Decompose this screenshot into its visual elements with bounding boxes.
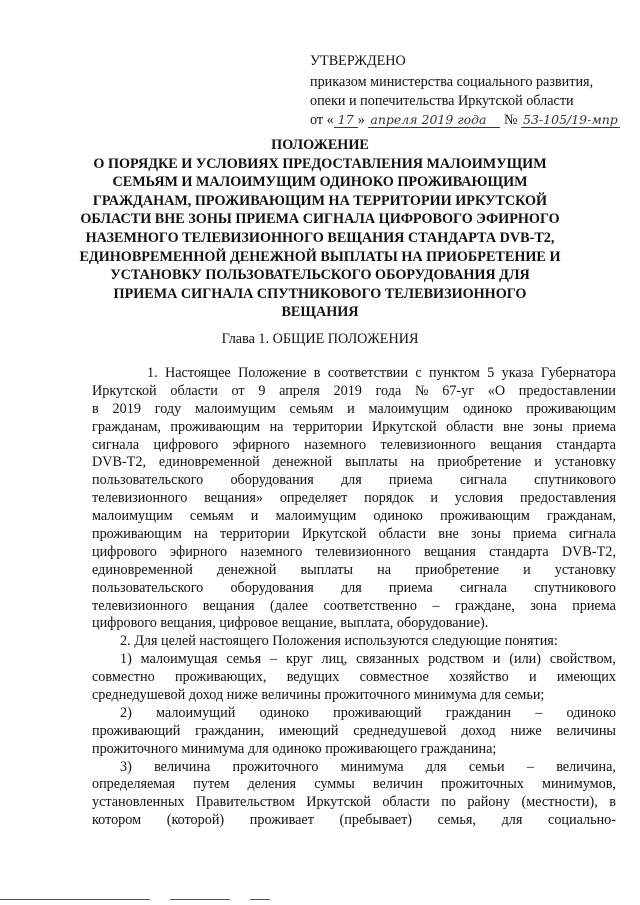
word: имеющих [556, 669, 616, 686]
word: наземного [304, 436, 367, 453]
body-line [92, 562, 616, 580]
word: Иркутской [372, 418, 437, 435]
word: приобретение [415, 561, 500, 578]
word: DVB-T2, [92, 454, 146, 471]
word: семья, [437, 812, 476, 829]
body-line [92, 580, 616, 598]
body-line [92, 705, 616, 723]
word: телевизионного [315, 543, 411, 560]
body-line [92, 526, 616, 544]
word: Настоящее [164, 365, 231, 381]
body-line: прожиточного минимума для одиноко проживающего гражданина; [92, 740, 497, 757]
word: минимума [340, 758, 404, 775]
word: – [535, 704, 543, 721]
word: проживающим [440, 508, 530, 525]
word: года [375, 382, 402, 399]
word: 1. [147, 365, 158, 381]
body-line [92, 472, 616, 490]
word: Иркутской [306, 794, 371, 811]
word: стандарта [556, 436, 616, 453]
word: малоимущим [275, 508, 357, 525]
word: граждане, [454, 597, 515, 614]
word: предоставления [519, 490, 616, 507]
body-line [92, 812, 616, 830]
approval-date-line [310, 111, 630, 130]
word: телевизионного [92, 597, 188, 614]
word: соответственно [323, 597, 417, 614]
word: области [378, 526, 427, 543]
word: гражданам, [547, 508, 616, 525]
word: малоимущий [156, 704, 236, 721]
title-line: ПОЛОЖЕНИЕ [271, 137, 369, 153]
word: проживающим [170, 418, 261, 435]
approval-line-1: приказом министерства социального развития, [310, 74, 594, 90]
word: и [523, 561, 531, 578]
word: «О [487, 382, 506, 399]
title-line: ВЕЩАНИЯ [281, 304, 359, 321]
body-line [92, 490, 616, 508]
body-line [92, 776, 616, 794]
word: сигнала [568, 526, 616, 543]
word: совместно [92, 669, 155, 686]
word: области [382, 794, 430, 811]
word: вещания [424, 543, 476, 560]
word: сигнала [92, 436, 140, 453]
handwritten-number: 53-105/19-мпр [523, 112, 618, 127]
word: для [340, 472, 362, 489]
word: вне [438, 526, 459, 543]
body-line [92, 651, 616, 669]
title-line: ПРИЕМА СИГНАЛА СПУТНИКОВОГО ТЕЛЕВИЗИОННОГО [113, 285, 527, 302]
body-line [92, 544, 616, 562]
body-line [92, 723, 616, 741]
word: выплаты [300, 561, 354, 578]
word: сигнала [459, 579, 507, 596]
word: величины [556, 722, 616, 739]
body-line [92, 401, 616, 419]
word: малоимущим [368, 400, 450, 417]
word: вне [502, 418, 524, 435]
word: 67-уг [442, 382, 475, 399]
word: проживающим [526, 400, 616, 417]
word: приема [388, 472, 433, 489]
word: эфирного [170, 543, 228, 560]
word: прожиточных [440, 776, 524, 793]
word: одиноко [462, 400, 513, 417]
body-line [92, 669, 616, 687]
word: свойством, [549, 651, 616, 668]
word: (или) [509, 651, 541, 668]
word: имеющий [278, 722, 339, 739]
word: семьям [289, 400, 334, 417]
word: и [347, 400, 355, 417]
word: единовременной [158, 454, 260, 471]
word: для [501, 812, 523, 829]
footer-rule [250, 899, 270, 900]
body-line [92, 759, 616, 777]
word: для [425, 758, 447, 775]
word: (далее [270, 597, 309, 614]
word: семьи [468, 758, 505, 775]
word: котором [92, 812, 142, 829]
word: на [269, 418, 284, 435]
word: области [446, 418, 494, 435]
body-line: 2. Для целей настоящего Положения используются следующие понятия: [120, 633, 558, 650]
word: территории [219, 526, 290, 543]
word: сигнала [459, 472, 507, 489]
body-line [92, 598, 616, 616]
word: проживает [249, 812, 314, 829]
word: № [414, 382, 429, 399]
word: от [231, 382, 245, 399]
word: зона [530, 597, 557, 614]
body-line [92, 365, 616, 383]
word: приема [512, 526, 557, 543]
word: спутникового [534, 579, 616, 596]
word: территории [292, 418, 363, 435]
approval-line-2: опеки и попечительства Иркутской области [310, 93, 574, 109]
word: одиноко [259, 704, 309, 721]
word: одиноко [566, 704, 616, 721]
title-line: ГРАЖДАНАМ, ПРОЖИВАЮЩИМ НА ТЕРРИТОРИИ ИРКУТСКОЙ [92, 192, 548, 209]
word: предоставлении [518, 382, 616, 399]
word: деления [247, 776, 297, 793]
word: ниже [510, 722, 542, 739]
approval-stamp [310, 52, 630, 130]
word: в [92, 400, 99, 417]
word: пользовательского [92, 472, 204, 489]
word: цифрового [153, 436, 219, 453]
body-line [92, 437, 616, 455]
word: проживающим [92, 526, 182, 543]
word: зоны [471, 526, 501, 543]
word: на [410, 454, 425, 471]
number-prefix: № [503, 112, 518, 128]
word: оборудования [230, 579, 314, 596]
word: связанных [356, 651, 420, 668]
word: – [432, 597, 440, 614]
word: семьям [189, 508, 234, 525]
word: на [377, 561, 391, 578]
word: определяемая [92, 776, 176, 793]
word: наземного [240, 543, 303, 560]
word: в [609, 794, 616, 811]
word: денежной [272, 454, 333, 471]
body-line [92, 508, 616, 526]
body-line: цифрового вещания, цифровое вещание, выплата, оборудование). [92, 615, 489, 632]
word: и [528, 669, 537, 686]
word: вещания [202, 597, 255, 614]
word: на [193, 526, 208, 543]
word: 5 [487, 365, 495, 381]
word: величина, [556, 758, 616, 775]
word: (которой) [166, 812, 225, 829]
word: среднедушевой [353, 722, 447, 739]
word: установку [554, 561, 616, 578]
word: ведущих [286, 669, 340, 686]
title-line: НАЗЕМНОГО ТЕЛЕВИЗИОННОГО ВЕЩАНИЯ СТАНДАРТА DVB-T2, [85, 229, 555, 246]
word: хозяйство [449, 669, 509, 686]
footer-rule [0, 899, 150, 900]
body-line: среднедушевой доход ниже величины прожиточного минимума для семьи; [92, 687, 545, 704]
body-line [92, 454, 616, 472]
word: (пребывает) [339, 812, 413, 829]
word: 2019 [112, 400, 141, 417]
word: Иркутской [301, 526, 367, 543]
word: году [154, 400, 182, 417]
word: и [430, 490, 438, 507]
word: порядок [364, 490, 414, 507]
word: для [340, 579, 362, 596]
word: телевизионного [92, 490, 188, 507]
word: 2) [120, 704, 132, 721]
word: по [441, 794, 456, 811]
word: совместное [359, 669, 429, 686]
word: эфирного [232, 436, 290, 453]
word: единовременной [92, 561, 193, 578]
document-title [70, 136, 570, 322]
word: 2019 [333, 382, 362, 399]
word: установку [554, 454, 616, 471]
word: 1) [120, 651, 132, 668]
word: пользовательского [92, 579, 204, 596]
body-line [92, 419, 616, 437]
word: Положение [238, 365, 307, 381]
word: вещания [490, 436, 542, 453]
word: району [467, 794, 511, 811]
word: одиноко [373, 508, 423, 525]
word: установленных [92, 794, 185, 811]
word: условия [454, 490, 504, 507]
word: малоимущая [140, 651, 218, 668]
word: в [313, 365, 321, 381]
word: DVB-T2, [561, 543, 616, 560]
word: прожиточного [232, 758, 319, 775]
approval-heading: УТВЕРЖДЕНО [310, 53, 406, 69]
word: спутникового [534, 472, 616, 489]
word: зоны [533, 418, 563, 435]
title-line: О ПОРЯДКЕ И УСЛОВИЯХ ПРЕДОСТАВЛЕНИЯ МАЛОИМУЩИМ [93, 155, 547, 172]
word: малоимущим [195, 400, 276, 417]
word: и [250, 508, 259, 525]
word: соответствии [327, 365, 408, 381]
word: и [534, 454, 542, 471]
word: указа [501, 365, 534, 381]
word: цифрового [92, 543, 157, 560]
word: – [270, 651, 278, 668]
word: гражданам, [92, 418, 161, 435]
word: области [170, 382, 218, 399]
handwritten-day: 17 [334, 113, 358, 128]
word: суммы [314, 776, 355, 793]
word: семья [226, 651, 262, 668]
body-line [92, 794, 616, 812]
word: доход [461, 722, 496, 739]
from-prefix: от « [310, 112, 334, 128]
word: пунктом [429, 365, 480, 381]
footer-rule [170, 899, 230, 900]
word: путем [193, 776, 230, 793]
word: определяет [279, 490, 348, 507]
title-line: ОБЛАСТИ ВНЕ ЗОНЫ ПРИЕМА СИГНАЛА ЦИФРОВОГО ЭФИРНОГО [80, 211, 560, 228]
word: проживающих, [174, 669, 267, 686]
word: малоимущим [92, 508, 173, 525]
body-line [92, 383, 616, 401]
word: приобретение [437, 454, 522, 471]
word: выплаты [345, 454, 398, 471]
word: апреля [279, 382, 320, 399]
document-body [92, 365, 616, 830]
word: вещания» [204, 490, 264, 507]
title-line: ЕДИНОВРЕМЕННОЙ ДЕНЕЖНОЙ ВЫПЛАТЫ НА ПРИОБРЕТЕНИЕ И [79, 248, 561, 265]
word: Иркутской [92, 382, 157, 399]
word: величина [154, 758, 211, 775]
title-line: СЕМЬЯМ И МАЛОИМУЩИМ ОДИНОКО ПРОЖИВАЮЩИМ [112, 174, 528, 191]
word: денежной [216, 561, 277, 578]
word: приема [388, 579, 433, 596]
chapter-heading: Глава 1. ОБЩИЕ ПОЛОЖЕНИЯ [221, 331, 419, 347]
word: родством [428, 651, 484, 668]
word: величин [372, 776, 423, 793]
word: оборудования [230, 472, 314, 489]
word: приема [572, 418, 616, 435]
word: телевизионного [380, 436, 476, 453]
word: – [526, 758, 534, 775]
word: гражданин [445, 704, 512, 721]
word: с [415, 365, 422, 381]
word: круг [285, 651, 313, 668]
word: (местности), [521, 794, 598, 811]
word: лиц, [321, 651, 348, 668]
word: проживающий [333, 704, 422, 721]
handwritten-date: апреля 2019 года [368, 113, 500, 128]
word: приема [572, 597, 616, 614]
word: и [492, 651, 501, 668]
word: 9 [258, 382, 266, 399]
word: стандарта [489, 543, 549, 560]
word: социально- [548, 812, 616, 829]
word: Правительством [195, 794, 295, 811]
quote-close: » [357, 112, 365, 128]
word: минимумов, [541, 776, 616, 793]
word: Губернатора [540, 365, 616, 381]
word: 3) [120, 758, 132, 775]
word: гражданин, [195, 722, 265, 739]
title-line: УСТАНОВКУ ПОЛЬЗОВАТЕЛЬСКОГО ОБОРУДОВАНИЯ ДЛЯ [110, 267, 530, 284]
word: проживающий [92, 722, 181, 739]
